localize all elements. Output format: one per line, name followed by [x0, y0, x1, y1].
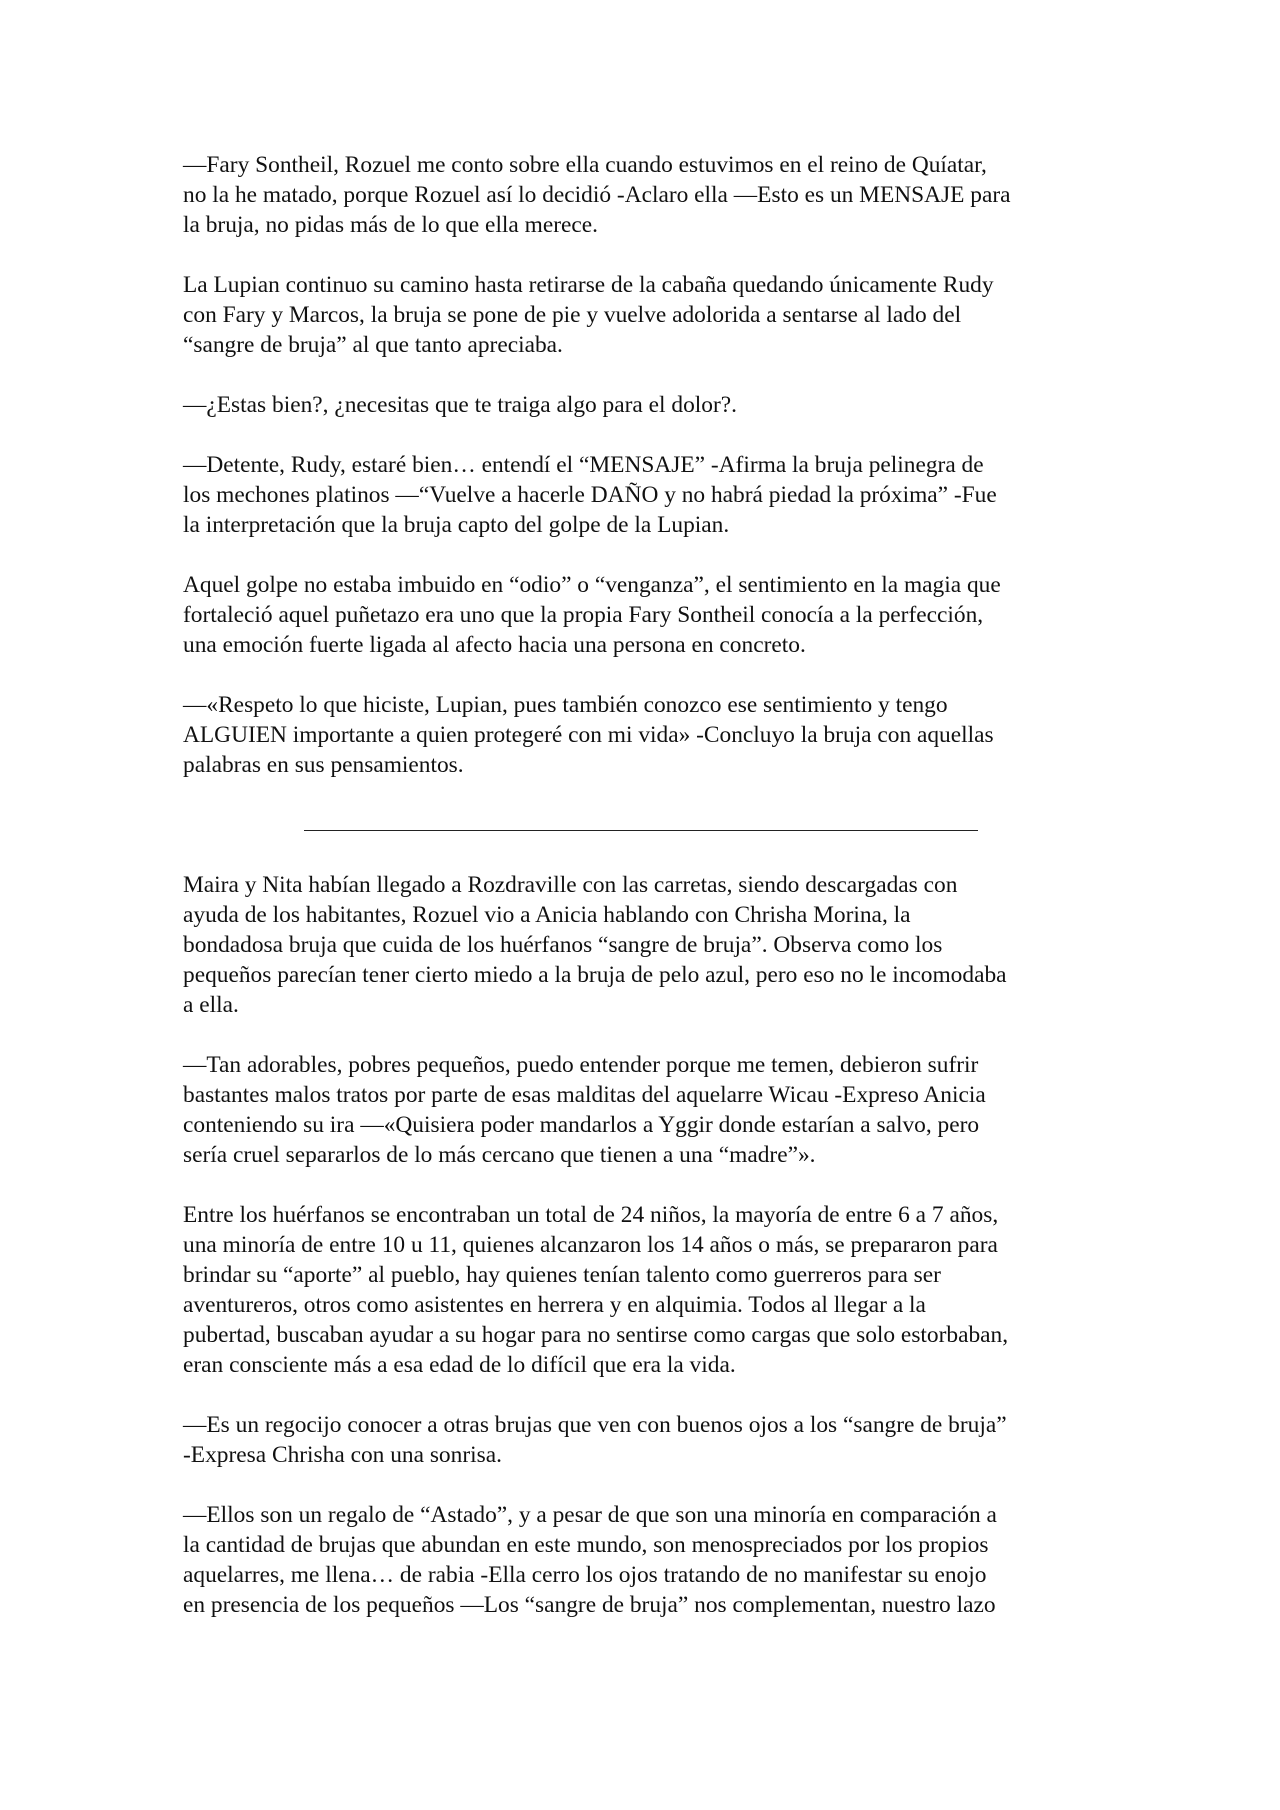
paragraph [183, 450, 1103, 540]
separator-line [304, 830, 978, 831]
text-line: —Fary Sontheil, Rozuel me conto sobre ella cuando estuvimos en el reino de Quíatar, [183, 152, 987, 178]
text-line: brindar su “aporte” al pueblo, hay quienes tenían talento como guerreros para ser [183, 1262, 941, 1288]
text-line: aventureros, otros como asistentes en herrera y en alquimia. Todos al llegar a la [183, 1292, 926, 1318]
text-line: fortaleció aquel puñetazo era uno que la propia Fary Sontheil conocía a la perfección, [183, 602, 984, 628]
text-line: sería cruel separarlos de lo más cercano que tienen a una “madre”». [183, 1142, 816, 1168]
text-line: con Fary y Marcos, la bruja se pone de pie y vuelve adolorida a sentarse al lado del [183, 302, 962, 328]
paragraph [183, 570, 1103, 660]
text-line: ALGUIEN importante a quien protegeré con mi vida» -Concluyo la bruja con aquellas [183, 722, 994, 748]
text-line: la interpretación que la bruja capto del golpe de la Lupian. [183, 512, 730, 538]
text-line: bastantes malos tratos por parte de esas malditas del aquelarre Wicau -Expreso Anicia [183, 1082, 986, 1108]
text-line: aquelarres, me llena… de rabia -Ella cerro los ojos tratando de no manifestar su enojo [183, 1562, 987, 1588]
text-line: —¿Estas bien?, ¿necesitas que te traiga algo para el dolor?. [183, 392, 737, 418]
text-line: palabras en sus pensamientos. [183, 752, 464, 778]
document-body [183, 150, 1103, 1650]
text-line: pubertad, buscaban ayudar a su hogar para no sentirse como cargas que solo estorbaban, [183, 1322, 1009, 1348]
text-line: a ella. [183, 992, 239, 1018]
text-line: una emoción fuerte ligada al afecto hacia una persona en concreto. [183, 632, 806, 658]
text-line: -Expresa Chrisha con una sonrisa. [183, 1442, 502, 1468]
paragraph [183, 1200, 1103, 1380]
text-line: una minoría de entre 10 u 11, quienes alcanzaron los 14 años o más, se prepararon para [183, 1232, 998, 1258]
text-line: la bruja, no pidas más de lo que ella merece. [183, 212, 599, 238]
paragraph [183, 1500, 1103, 1620]
text-line: en presencia de los pequeños —Los “sangre de bruja” nos complementan, nuestro lazo [183, 1592, 996, 1618]
paragraph [183, 870, 1103, 1020]
text-line: la cantidad de brujas que abundan en este mundo, son menospreciados por los propios [183, 1532, 989, 1558]
text-line: Maira y Nita habían llegado a Rozdraville con las carretas, siendo descargadas con [183, 872, 958, 898]
text-line: Aquel golpe no estaba imbuido en “odio” o “venganza”, el sentimiento en la magia que [183, 572, 1001, 598]
text-line: “sangre de bruja” al que tanto apreciaba. [183, 332, 563, 358]
text-line: bondadosa bruja que cuida de los huérfanos “sangre de bruja”. Observa como los [183, 932, 943, 958]
text-line: —Es un regocijo conocer a otras brujas que ven con buenos ojos a los “sangre de bruja” [183, 1412, 1007, 1438]
paragraph [183, 390, 1103, 420]
section-separator [183, 810, 1103, 840]
text-line: —Detente, Rudy, estaré bien… entendí el “MENSAJE” -Afirma la bruja pelinegra de [183, 452, 984, 478]
paragraph [183, 1050, 1103, 1170]
paragraph [183, 270, 1103, 360]
text-line: ayuda de los habitantes, Rozuel vio a Anicia hablando con Chrisha Morina, la [183, 902, 911, 928]
text-line: —Tan adorables, pobres pequeños, puedo entender porque me temen, debieron sufrir [183, 1052, 979, 1078]
text-line: La Lupian continuo su camino hasta retirarse de la cabaña quedando únicamente Rudy [183, 272, 994, 298]
paragraph [183, 690, 1103, 780]
text-line: eran consciente más a esa edad de lo difícil que era la vida. [183, 1352, 736, 1378]
text-line: pequeños parecían tener cierto miedo a la bruja de pelo azul, pero eso no le incomodaba [183, 962, 1007, 988]
paragraph [183, 1410, 1103, 1470]
text-line: conteniendo su ira —«Quisiera poder mandarlos a Yggir donde estarían a salvo, pero [183, 1112, 980, 1138]
paragraph [183, 150, 1103, 240]
text-line: los mechones platinos —“Vuelve a hacerle DAÑO y no habrá piedad la próxima” -Fue [183, 482, 997, 508]
text-line: no la he matado, porque Rozuel así lo decidió -Aclaro ella —Esto es un MENSAJE para [183, 182, 1011, 208]
text-line: —«Respeto lo que hiciste, Lupian, pues también conozco ese sentimiento y tengo [183, 692, 948, 718]
text-line: Entre los huérfanos se encontraban un total de 24 niños, la mayoría de entre 6 a 7 años, [183, 1202, 999, 1228]
text-line: —Ellos son un regalo de “Astado”, y a pesar de que son una minoría en comparación a [183, 1502, 997, 1528]
